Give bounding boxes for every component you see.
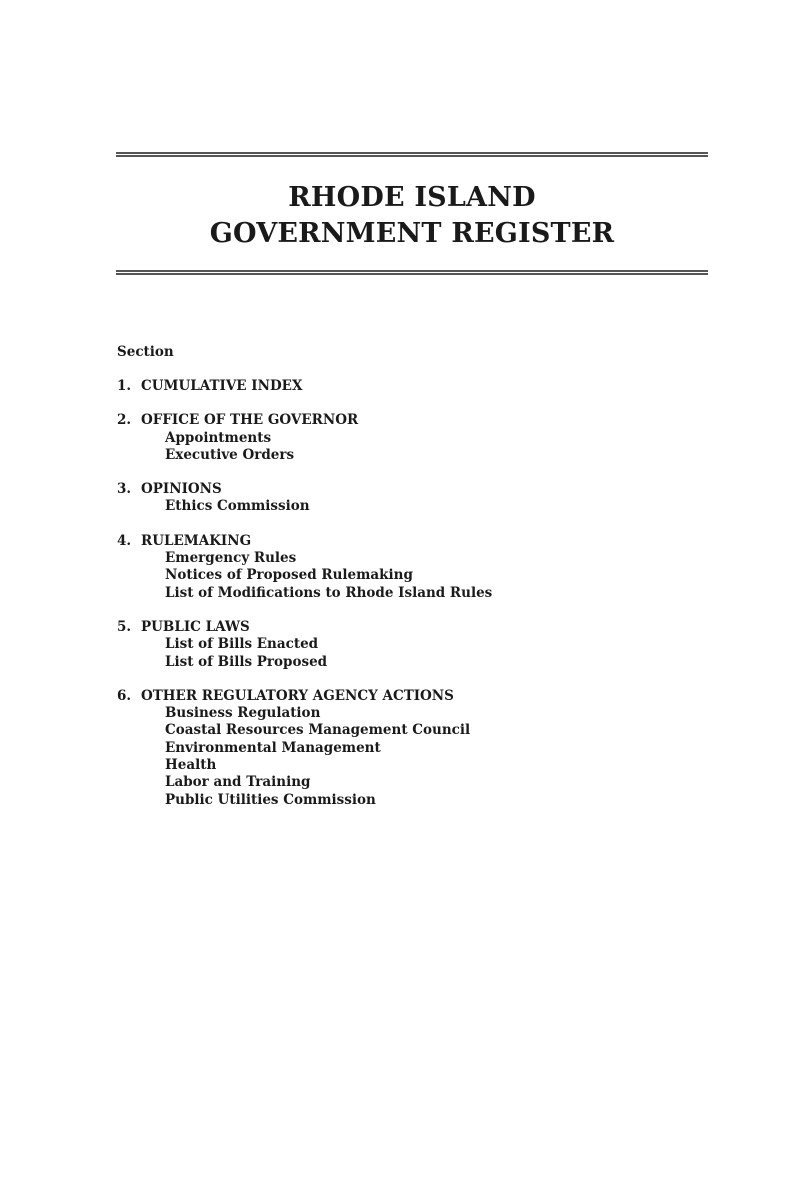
- toc-subsection-list: [117, 636, 717, 671]
- toc-subsection-list: [117, 430, 717, 465]
- toc-subsection: Labor and Training: [165, 774, 311, 791]
- toc-section-number: 5.: [117, 618, 132, 635]
- toc-section: [117, 481, 717, 516]
- toc-subsection: Public Utilities Commission: [165, 791, 376, 808]
- toc-subsection: Coastal Resources Management Council: [165, 722, 471, 739]
- title-line-1: RHODE ISLAND: [288, 182, 536, 213]
- toc-section-title: PUBLIC LAWS: [141, 618, 250, 635]
- table-of-contents: [117, 378, 717, 826]
- toc-subsection-list: [117, 498, 717, 515]
- toc-subsection: Health: [165, 757, 217, 774]
- toc-subsection: Environmental Management: [165, 739, 381, 756]
- toc-section-number: 4.: [117, 532, 132, 549]
- toc-section: [117, 619, 717, 671]
- toc-section-number: 2.: [117, 412, 132, 429]
- toc-subsection: List of Modifications to Rhode Island Rules: [165, 584, 493, 601]
- toc-section-heading: [117, 688, 717, 705]
- toc-subsection: Emergency Rules: [165, 550, 297, 567]
- toc-subsection: Notices of Proposed Rulemaking: [165, 567, 413, 584]
- toc-section-title: OPINIONS: [141, 481, 222, 498]
- toc-section-title: OFFICE OF THE GOVERNOR: [141, 412, 359, 429]
- title-bottom-rule: [116, 270, 708, 275]
- toc-section: [117, 378, 717, 395]
- toc-section-heading: [117, 481, 717, 498]
- toc-subsection: List of Bills Proposed: [165, 653, 328, 670]
- toc-section-title: RULEMAKING: [141, 532, 252, 549]
- toc-subsection: Appointments: [165, 429, 272, 446]
- toc-section: [117, 412, 717, 464]
- title-line-2: GOVERNMENT REGISTER: [209, 218, 615, 249]
- toc-section-heading: [117, 619, 717, 636]
- toc-section-number: 6.: [117, 687, 132, 704]
- toc-subsection: List of Bills Enacted: [165, 636, 319, 653]
- toc-subsection: Executive Orders: [165, 446, 295, 463]
- toc-section: [117, 688, 717, 809]
- toc-section-title: OTHER REGULATORY AGENCY ACTIONS: [141, 687, 454, 704]
- section-heading: Section: [117, 344, 174, 360]
- toc-subsection: Ethics Commission: [165, 498, 310, 515]
- document-title: [116, 180, 708, 252]
- toc-section-heading: [117, 533, 717, 550]
- toc-subsection-list: [117, 705, 717, 809]
- toc-subsection-list: [117, 550, 717, 602]
- toc-section-number: 1.: [117, 378, 132, 394]
- toc-section-number: 3.: [117, 481, 132, 498]
- title-top-rule: [116, 152, 708, 157]
- toc-section: [117, 533, 717, 602]
- toc-section-heading: [117, 412, 717, 429]
- toc-section-title: CUMULATIVE INDEX: [141, 378, 303, 394]
- toc-subsection: Business Regulation: [165, 705, 321, 722]
- toc-section-heading: [117, 378, 717, 395]
